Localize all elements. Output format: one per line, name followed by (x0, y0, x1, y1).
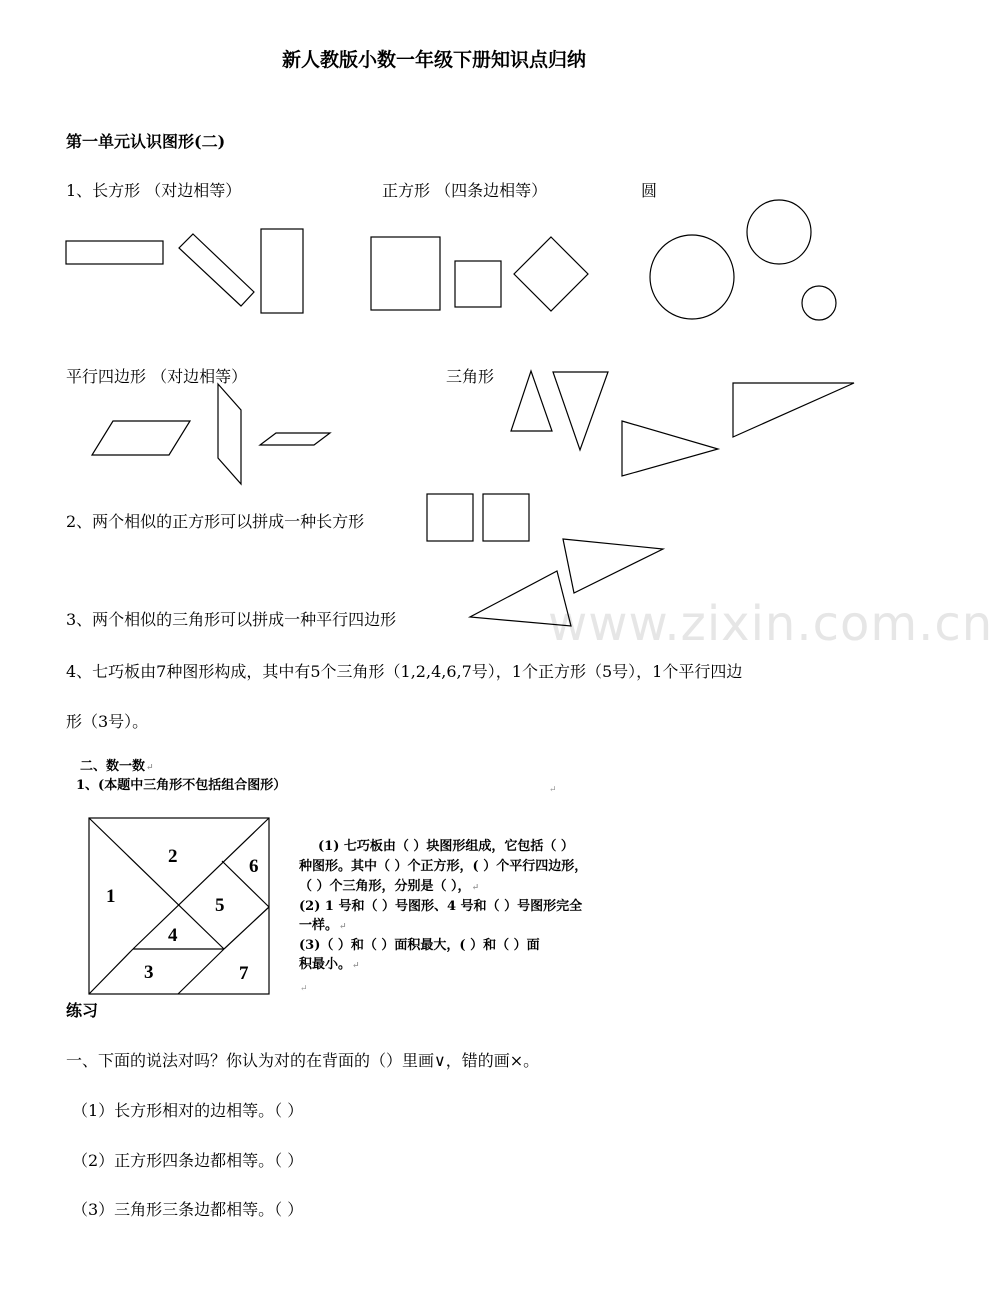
question-1-line1: (1) 七巧板由（ ）块图形组成，它包括（ ） (318, 839, 574, 854)
triangle-shape-2 (553, 372, 608, 450)
parallelogram-shape-2 (218, 384, 241, 484)
joined-square-right (483, 494, 529, 541)
paragraph-mark: ↵ (549, 785, 557, 795)
tangram-label-2: 2 (168, 846, 178, 867)
triangle-shape-4 (733, 383, 854, 437)
tangram-label-7: 7 (239, 963, 249, 984)
item-3: 3、两个相似的三角形可以拼成一种平行四边形 (66, 610, 397, 629)
rectangle-label: 1、长方形 （对边相等） (66, 181, 242, 200)
tangram-label-1: 1 (106, 886, 116, 907)
small-circle-shape (802, 286, 836, 320)
square-label: 正方形 （四条边相等） (382, 181, 548, 200)
triangle-shape-1 (511, 371, 552, 431)
large-circle-shape (650, 235, 734, 319)
joined-triangle-lower (470, 571, 571, 626)
triangle-shape-3 (622, 421, 718, 476)
tilted-rectangle-shape (179, 234, 254, 306)
count-heading: 二、数一数↵ (80, 759, 154, 774)
circle-label: 圆 (641, 181, 658, 200)
section-heading: 第一单元认识图形(二) (66, 132, 226, 151)
paragraph-mark: ↵ (300, 984, 308, 994)
tangram-line (224, 907, 269, 949)
tangram-diagonal (89, 818, 224, 949)
question-2-line1: (2) 1 号和（ ）号图形、4 号和（ ）号图形完全 (299, 899, 583, 914)
joined-square-left (427, 494, 473, 541)
practice-heading: 练习 (66, 1001, 99, 1020)
count-subheading: 1、(本题中三角形不包括组合图形） (76, 778, 287, 793)
medium-circle-shape (747, 200, 811, 264)
tangram-line (133, 818, 269, 949)
wide-rectangle-shape (66, 241, 163, 264)
tall-rectangle-shape (261, 229, 303, 313)
diamond-square-shape (514, 237, 588, 311)
practice-item-1: （1）长方形相对的边相等。（ ） (72, 1101, 304, 1120)
question-1-line2: 种图形。其中（ ）个正方形，( ）个平行四边形， (299, 859, 588, 874)
practice-item-3: （3）三角形三条边都相等。（ ） (72, 1200, 304, 1219)
practice-item-2: （2）正方形四条边都相等。（ ） (72, 1151, 304, 1170)
practice-instruction: 一、下面的说法对吗？你认为对的在背面的（）里画∨，错的画×。 (66, 1051, 540, 1070)
question-3-line2: 积最小。↵ (299, 957, 360, 972)
item-4-line2: 形（3号）。 (66, 712, 149, 731)
parallelogram-shape-1 (92, 421, 190, 455)
parallelogram-label: 平行四边形 （对边相等） (66, 367, 248, 386)
question-3-line1: (3)（ ）和（ ）面积最大，( ）和（ ）面 (299, 938, 540, 953)
watermark: www.zixin.com.cn (548, 596, 993, 652)
page-title: 新人教版小数一年级下册知识点归纳 (282, 49, 587, 71)
tangram-line (178, 949, 224, 994)
tangram-line (222, 861, 269, 907)
large-square-shape (371, 237, 440, 310)
question-2-line2: 一样。↵ (299, 918, 347, 933)
tangram-label-3: 3 (144, 962, 154, 983)
small-square-shape (455, 261, 501, 307)
question-1-line3: （ ）个三角形，分别是（ ），↵ (299, 879, 480, 894)
tangram-label-5: 5 (215, 895, 225, 916)
item-4-line1: 4、七巧板由7种图形构成，其中有5个三角形（1,2,4,6,7号），1个正方形（5号），1个平行四边 (66, 662, 743, 681)
tangram-label-6: 6 (249, 856, 259, 877)
joined-triangle-upper (563, 539, 663, 593)
parallelogram-shape-3 (260, 433, 330, 445)
tangram-label-4: 4 (168, 925, 178, 946)
tangram-line (89, 949, 133, 994)
triangle-label: 三角形 (446, 367, 495, 386)
item-2: 2、两个相似的正方形可以拼成一种长方形 (66, 512, 365, 531)
